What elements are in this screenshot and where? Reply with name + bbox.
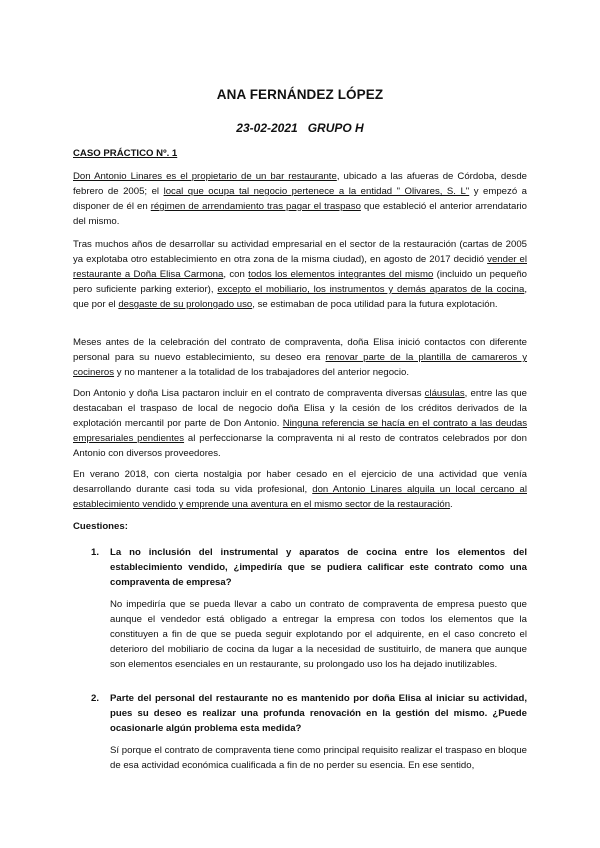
underlined-text: local que ocupa tal negocio pertenece a la entidad " Olivares, S. L" [163,186,470,197]
date-group-line [0,120,600,136]
paragraph-text: Tras muchos años de desarrollar su actividad empresarial en el sector de la restauración (cartas de 2005 ya explotaba otro establecimiento en otra zona de la misma ciudad), en agosto de 2017 decidió [73,239,527,265]
question-number: 2. [91,693,100,704]
underlined-text: desgaste de su prolongado uso [118,299,253,310]
underlined-text: Don Antonio Linares es el propietario de un bar restaurante [73,171,337,182]
question-text: Parte del personal del restaurante no es mantenido por doña Elisa al iniciar su actividad, pues su deseo es realizar una profunda renovación en la gestión del mismo. ¿Puede ocasionarle algún problema esta medida? [110,693,527,734]
question-number: 1. [91,547,100,558]
paragraph-text: y empezó a disponer de él en [73,186,527,212]
questions-heading [73,519,527,534]
paragraph-3 [73,335,527,380]
paragraph-text: . [450,499,453,510]
paragraph-text: , ubicado a las afueras de Córdoba, desde febrero de 2005; el [73,171,528,197]
group-label: GRUPO H [307,121,364,135]
underlined-text: Ninguna referencia se hacía en el contrato a las deudas empresariales pendientes [73,418,527,444]
paragraph-text: En verano 2018, con cierta nostalgia por haber cesado en el ejercicio de una actividad que venía desarrollando durante casi toda su vida profesional, [73,469,527,495]
answer-text: Sí porque el contrato de compraventa tiene como principal requisito realizar el traspaso en bloque de esa actividad económica cualificada a fin de no perder su esencia. En ese sentido, [110,745,527,771]
answer-text: No impediría que se pueda llevar a cabo un contrato de compraventa de empresa puesto que aunque el vendedor está obligado a entregar la empresa con todos los elementos que la constituyen a fin de que se pueda seguir explotando por el adquirente, en el caso concreto el deterioro del mobiliario de cocina da lugar a la necesidad de sustituirlo, de manera que aunque son elementos esenciales en un restaurante, su prolongado uso los ha dejado inutilizables. [110,599,527,670]
underlined-text: renovar parte de la plantilla de camareros y cocineros [73,352,528,378]
paragraph-text: , entre las que destacaban el traspaso de local de negocio doña Elisa y la cesión de los créditos derivados de la explotación mercantil por parte de Don Antonio. [73,388,527,429]
underlined-text: régimen de arrendamiento tras pagar el traspaso [150,201,361,212]
question-text: La no inclusión del instrumental y aparatos de cocina entre los elementos del establecimiento vendido, ¿impediría que se pudiera calificar este contrato como una compraventa de empresa? [110,547,527,588]
paragraph-4 [73,386,527,461]
author-name: ANA FERNÁNDEZ LÓPEZ [216,87,384,102]
case-title: CASO PRÁCTICO Nº. 1 [73,148,178,159]
underlined-text: don Antonio Linares alquila un local cercano al establecimiento vendido y emprende una aventura en el mismo sector de la restauración [73,484,527,510]
underlined-text: todos los elementos integrantes del mismo [248,269,434,280]
paragraph-text: que estableció el anterior arrendatario del mismo. [73,201,527,227]
paragraph-text: Meses antes de la celebración del contrato de compraventa, doña Elisa inició contactos con diferente personal para su nuevo establecimiento, su deseo era [73,337,527,363]
underlined-text: vender el restaurante a Doña Elisa Carmona [73,254,527,280]
paragraph-text: , que por el [73,284,527,310]
case-heading [73,146,527,161]
paragraph-5 [73,467,527,512]
document-date: 23-02-2021 [236,121,298,135]
paragraph-text: al perfeccionarse la compraventa ni al resto de contratos celebrados por don Antonio con diversos proveedores. [73,433,527,459]
paragraph-2 [73,237,527,312]
questions-label: Cuestiones: [73,521,128,532]
paragraph-text: (incluido un pequeño pero suficiente parking exterior), [73,269,528,295]
paragraph-1 [73,169,527,229]
paragraph-text: , con [223,269,249,280]
underlined-text: cláusulas [424,388,465,399]
underlined-text: excepto el mobiliario, los instrumentos y demás aparatos de la cocina [217,284,525,295]
paragraph-text: y no mantener a la totalidad de los trabajadores del anterior negocio. [114,367,409,378]
paragraph-text: , se estimaban de poca utilidad para la futura explotación. [252,299,498,310]
paragraph-text: Don Antonio y doña Lisa pactaron incluir en el contrato de compraventa diversas [73,388,425,399]
